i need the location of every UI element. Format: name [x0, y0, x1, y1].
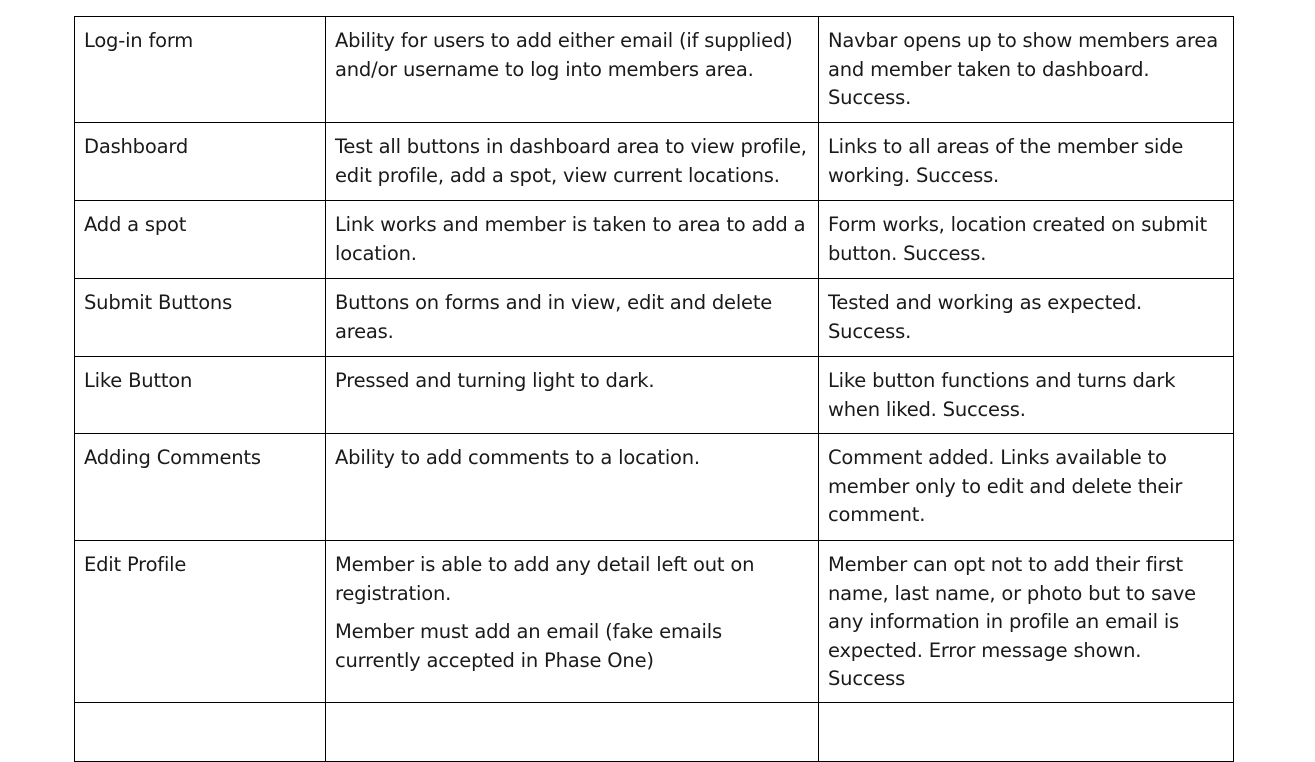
table-row — [75, 201, 1234, 279]
table-row — [75, 541, 1234, 703]
result-cell — [819, 434, 1234, 541]
test-cell — [326, 541, 819, 703]
test-description: Test all buttons in dashboard area to view profile, edit profile, add a spot, view current locations. — [335, 135, 807, 187]
test-description: Member is able to add any detail left out on registration. — [335, 553, 755, 605]
table-row — [75, 123, 1234, 201]
feature-label: Submit Buttons — [84, 291, 233, 314]
feature-cell — [75, 702, 326, 761]
result-cell — [819, 541, 1234, 703]
test-description: Buttons on forms and in view, edit and delete areas. — [335, 291, 773, 343]
result-cell — [819, 17, 1234, 123]
result-cell — [819, 279, 1234, 357]
feature-cell — [75, 17, 326, 123]
table-row — [75, 279, 1234, 357]
table-row — [75, 17, 1234, 123]
test-cell — [326, 434, 819, 541]
test-result: Comment added. Links available to member only to edit and delete their comment. — [828, 446, 1183, 526]
feature-label: Like Button — [84, 369, 193, 392]
test-description: Ability to add comments to a location. — [335, 446, 700, 469]
test-description: Link works and member is taken to area to add a location. — [335, 213, 806, 265]
feature-cell — [75, 123, 326, 201]
feature-label: Log-in form — [84, 29, 194, 52]
test-cell — [326, 357, 819, 434]
test-cell — [326, 279, 819, 357]
test-result: Like button functions and turns dark when liked. Success. — [828, 369, 1176, 421]
table-row-partial — [75, 702, 1234, 761]
test-description: Pressed and turning light to dark. — [335, 369, 655, 392]
feature-cell — [75, 357, 326, 434]
test-description: Ability for users to add either email (if supplied) and/or username to log into members area. — [335, 29, 793, 81]
test-cell — [326, 201, 819, 279]
table-row — [75, 357, 1234, 434]
feature-label: Edit Profile — [84, 553, 187, 576]
test-result: Navbar opens up to show members area and member taken to dashboard. Success. — [828, 29, 1218, 109]
feature-cell — [75, 279, 326, 357]
test-cell — [326, 702, 819, 761]
test-result: Links to all areas of the member side working. Success. — [828, 135, 1184, 187]
feature-cell — [75, 541, 326, 703]
feature-label: Adding Comments — [84, 446, 261, 469]
test-cell — [326, 123, 819, 201]
feature-cell — [75, 434, 326, 541]
result-cell — [819, 702, 1234, 761]
feature-cell — [75, 201, 326, 279]
result-cell — [819, 123, 1234, 201]
result-cell — [819, 201, 1234, 279]
feature-label: Add a spot — [84, 213, 187, 236]
test-description: Member must add an email (fake emails currently accepted in Phase One) — [335, 620, 722, 672]
result-cell — [819, 357, 1234, 434]
test-result: Form works, location created on submit button. Success. — [828, 213, 1207, 265]
testing-table — [74, 16, 1234, 762]
table-row — [75, 434, 1234, 541]
test-result: Member can opt not to add their first name, last name, or photo but to save any information in profile an email is expected. Error message shown. Success — [828, 553, 1196, 690]
test-cell — [326, 17, 819, 123]
test-result: Tested and working as expected. Success. — [828, 291, 1143, 343]
feature-label: Dashboard — [84, 135, 188, 158]
